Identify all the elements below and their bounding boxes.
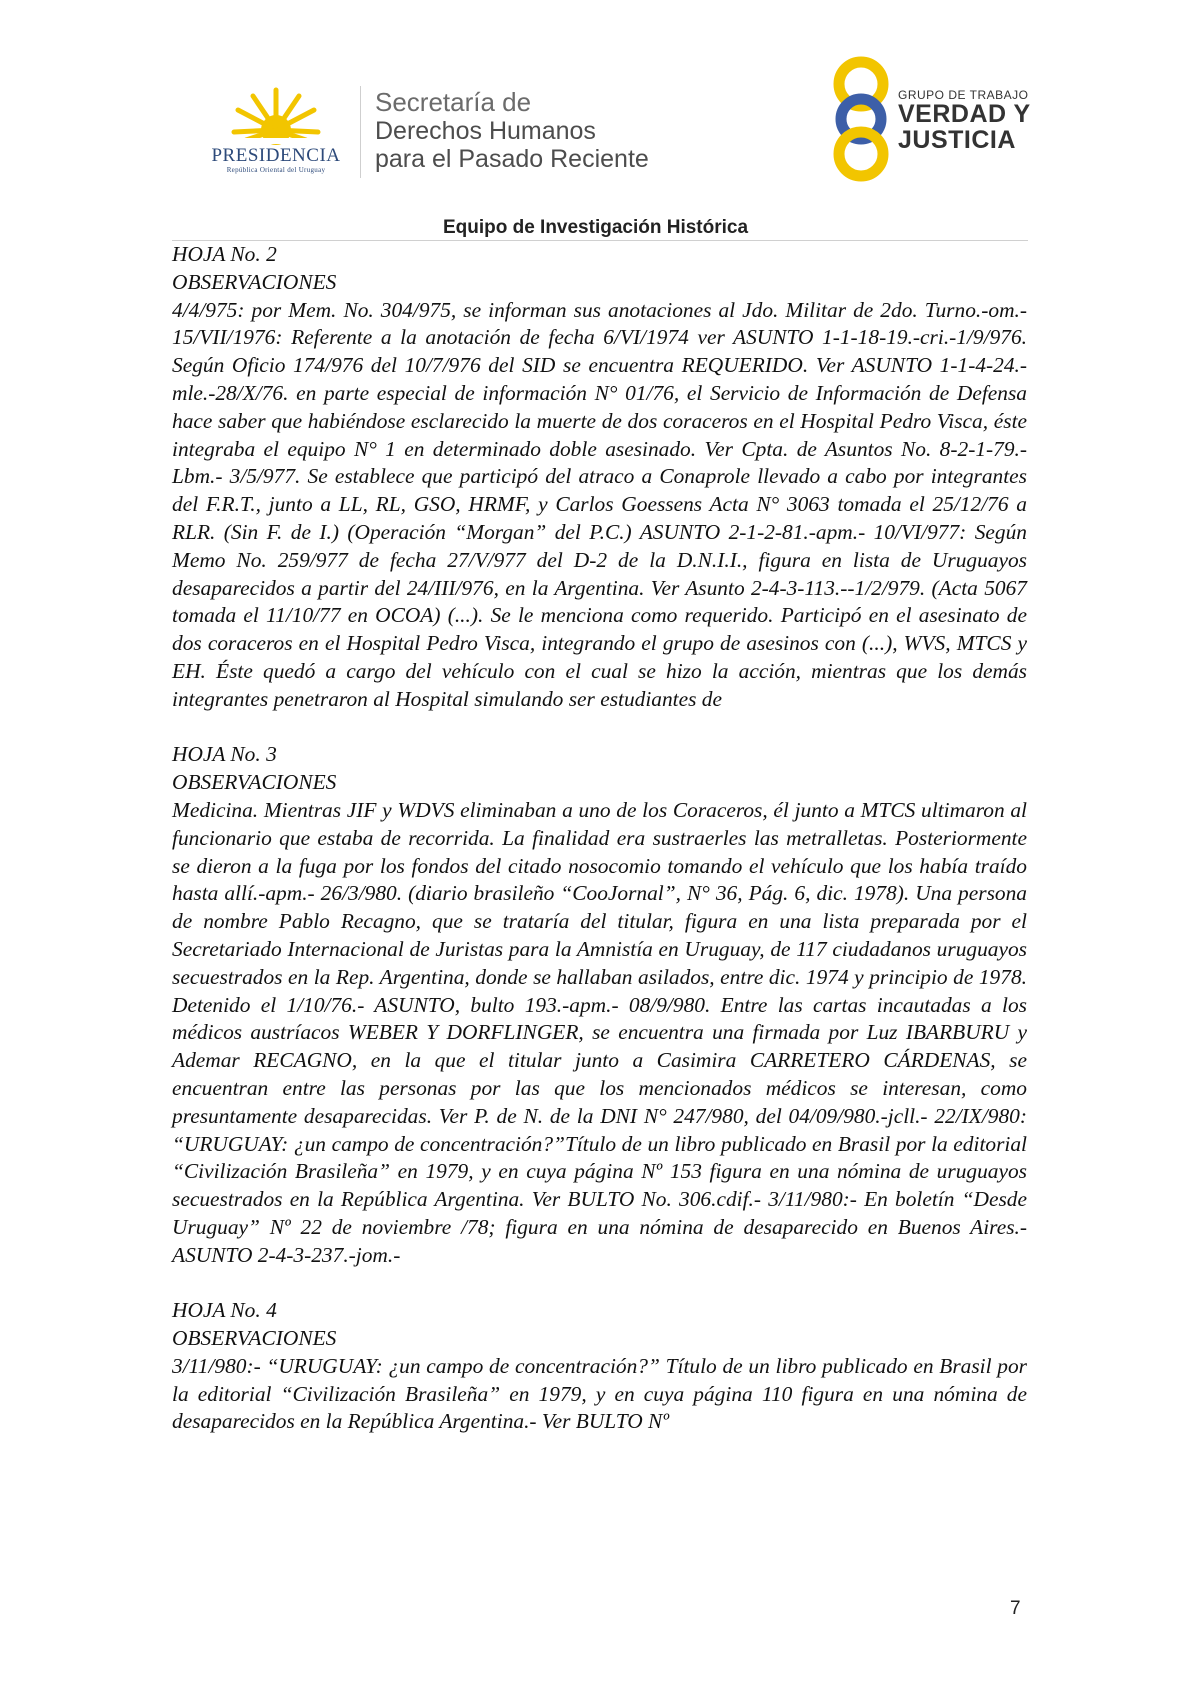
header-divider [360,86,361,178]
hoja-block [172,741,1027,1269]
presidencia-label: PRESIDENCIA [211,145,341,166]
secretaria-line-1: Secretaría de [375,87,532,117]
justicia-line: JUSTICIA [898,125,1016,154]
document-body [172,241,1027,1464]
observaciones-text: 4/4/975: por Mem. No. 304/975, se informan sus anotaciones al Jdo. Militar de 2do. Turno.-om.- 15/VII/1976: Referente a la anotación de fecha 6/VI/1974 ver ASUNTO 1-1-18-19.-cri.-1/9/976. Según Oficio 174/976 del 10/7/976 del SID se encuentra REQUERIDO. Ver ASUNTO 1-1-4-24.-mle.-28/X/76. en parte especial de información N° 01/76, el Servicio de Información de Defensa hace saber que habiéndose esclarecido la muerte de dos coraceros en el Hospital Pedro Visca, éste integraba el equipo N° 1 en determinado doble asesinado. Ver Cpta. de Asuntos No. 8-2-1-79.-Lbm.- 3/5/977. Se establece que participó del atraco a Conaprole llevado a cabo por integrantes del F.R.T., junto a LL, RL, GSO, HRMF, y Carlos Goessens Acta N° 3063 tomada el 25/12/76 a RLR. (Sin F. de I.) (Operación “Morgan” del P.C.) ASUNTO 2-1-2-81.-apm.- 10/VI/977: Según Memo No. 259/977 de fecha 27/V/977 del D-2 de la D.N.I.I., figura en lista de Uruguayos desaparecidos a partir del 24/III/976, en la Argentina. Ver Asunto 2-4-3-113.--1/2/979. (Acta 5067 tomada el 11/10/77 en OCOA) (...). Se le menciona como requerido. Participó en el asesinato de dos coraceros en el Hospital Pedro Visca, integrando el grupo de asesinos con (...), WVS, MTCS y EH. Éste quedó a cargo del vehículo con el cual se hizo la acción, mientras que los demás integrantes penetraron al Hospital simulando ser estudiantes de [172,297,1027,711]
presidencia-sublabel: República Oriental del Uruguay [226,166,326,174]
verdad-justicia-rings-logo [822,56,900,182]
hoja-block [172,1297,1027,1436]
observaciones-text: 3/11/980:- “URUGUAY: ¿un campo de concentración?” Título de un libro publicado en Brasil por la editorial “Civilización Brasileña” en 1979, y en cuya página 110 figura en una nómina de desaparecidos en la República Argentina.- Ver BULTO Nº [172,1353,1027,1434]
hoja-heading: HOJA No. 4 [172,1298,277,1323]
hoja-block [172,241,1027,714]
page-number: 7 [1010,1598,1021,1619]
hoja-heading: HOJA No. 2 [172,242,277,266]
section-title: Equipo de Investigación Histórica [442,217,749,238]
observaciones-label: OBSERVACIONES [172,1326,337,1351]
secretaria-logo-text [375,88,649,173]
hoja-heading: HOJA No. 3 [172,742,277,767]
verdad-justicia-logo-text [898,88,1031,153]
observaciones-label: OBSERVACIONES [172,269,337,294]
observaciones-text: Medicina. Mientras JIF y WDVS eliminaban a uno de los Coraceros, él junto a MTCS ultimaron al funcionario que estaba de recorrida. La finalidad era sustraerles las metralletas. Posteriormente se dieron a la fuga por los fondos del citado nosocomio tomando el vehículo que los había traído hasta allí.-apm.- 26/3/980. (diario brasileño “CooJornal”, N° 36, Pág. 6, dic. 1978). Una persona de nombre Pablo Recagno, que se trataría del titular, figura en una lista preparada por el Secretariado Internacional de Juristas para la Amnistía en Uruguay, de 117 ciudadanos uruguayos secuestrados en la Rep. Argentina, donde se hallaban asilados, entre dic. 1974 y principio de 1978. Detenido el 1/10/76.- ASUNTO, bulto 193.-apm.- 08/9/980. Entre las cartas incautadas a los médicos austríacos WEBER Y DORFLINGER, se encuentra una firmada por Luz IBARBURU y Ademar RECAGNO, en la que el titular junto a Casimira CARRETERO CÁRDENAS, se encuentran entre las personas por las que los mencionados médicos se interesan, como presuntamente desaparecidas. Ver P. de N. de la DNI N° 247/980, del 04/09/980.-jcll.- 22/IX/980: “URUGUAY: ¿un campo de concentración?”Título de un libro publicado en Brasil por la editorial “Civilización Brasileña” en 1979, y en cuya página Nº 153 figura en una nómina de uruguayos secuestrados en la República Argentina. Ver BULTO No. 306.cdif.- 3/11/980:- En boletín “Desde Uruguay” Nº 22 de noviembre /78; figura en una nómina de desaparecido en Buenos Aires.- ASUNTO 2-4-3-237.-jom.- [172,797,1027,1267]
page-header [0,0,1191,240]
verdad-line: VERDAD Y [898,100,1031,128]
observaciones-label: OBSERVACIONES [172,770,337,795]
secretaria-line-3: para el Pasado Reciente [375,145,649,174]
secretaria-line-2: Derechos Humanos [375,117,596,146]
grupo-trabajo-line: GRUPO DE TRABAJO [898,88,1029,102]
